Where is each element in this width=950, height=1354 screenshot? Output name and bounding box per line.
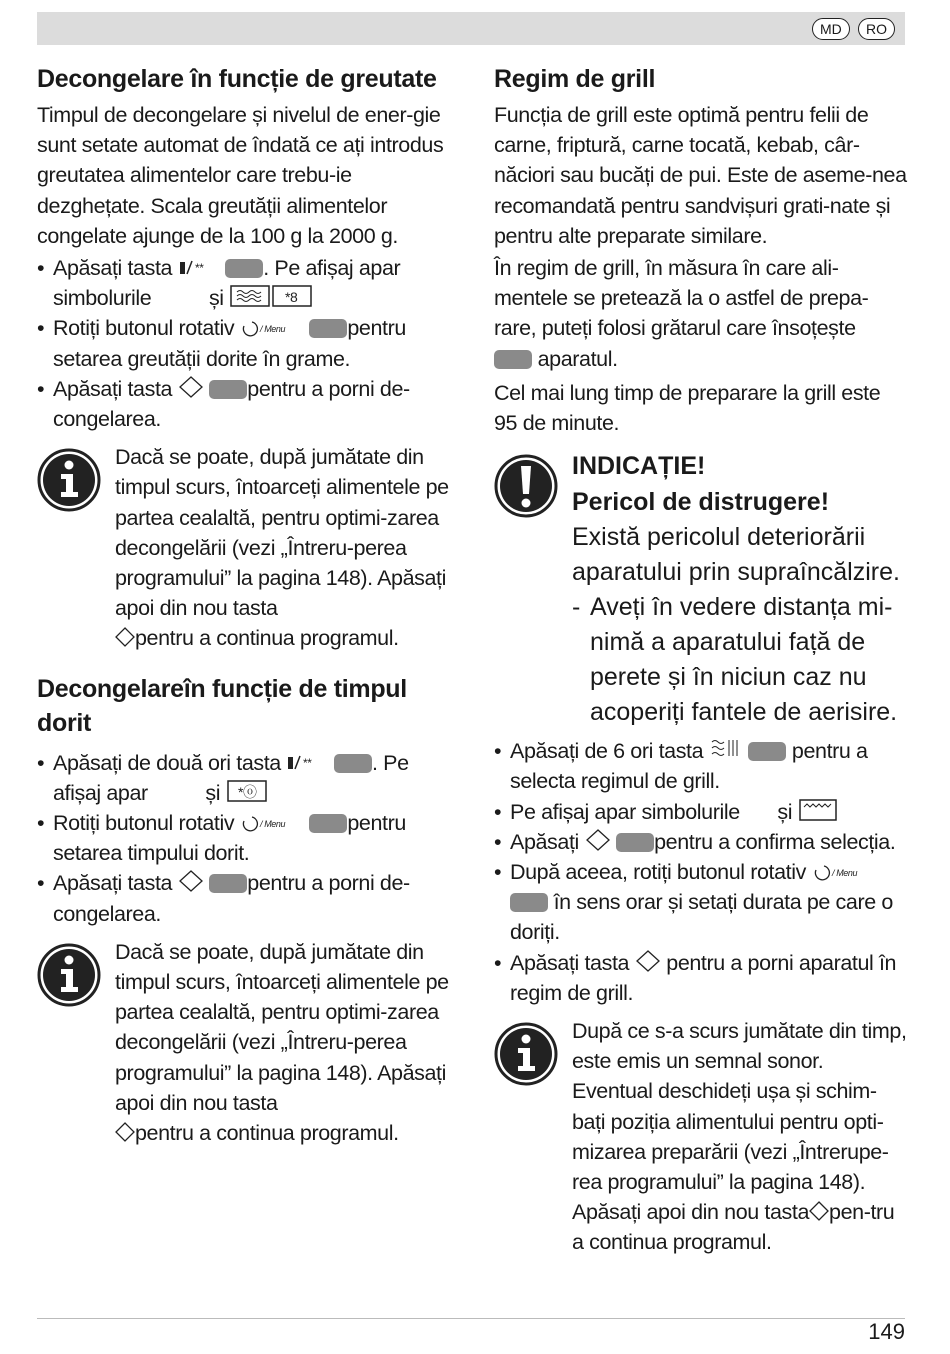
defrost-key-icon <box>286 753 328 773</box>
start-diamond-icon <box>115 1121 135 1143</box>
warning-note <box>494 448 908 730</box>
lang-badge-ro: RO <box>858 18 895 40</box>
svg-text:*8: *8 <box>285 289 298 306</box>
grill-symbol-icon <box>798 798 840 822</box>
start-button[interactable] <box>209 874 247 893</box>
info-icon <box>37 943 101 1007</box>
grill-max-time: Cel mai lung timp de preparare la grill este 95 de minute. <box>494 380 881 436</box>
section-title-grill: Regim de grill <box>494 65 656 93</box>
grill-intro: Funcția de grill este optimă pentru felii de carne, friptură, carne tocată, kebab, câr-năciori sau bucăți de pui. Este de aseme-nea recomandată pentru sandvișuri grati-nate și pentru alte preparate similare. <box>494 103 907 248</box>
info-icon <box>494 1022 558 1086</box>
rotary-knob-icon <box>240 813 304 833</box>
start-button[interactable] <box>616 833 654 852</box>
svg-text:/ Menu: / Menu <box>259 819 285 830</box>
grill-button[interactable] <box>748 742 786 761</box>
list-item: • Rotiți butonul rotativ / Menu pentru setarea timpului dorit. <box>37 808 451 868</box>
rotary-knob-button[interactable] <box>309 814 347 833</box>
start-button[interactable] <box>209 380 247 399</box>
warning-subtitle: Pericol de distrugere! <box>572 488 830 517</box>
info-note: Dacă se poate, după jumătate din timpul scurs, întoarceți alimentele pe partea cealaltă, pentru optimi-zarea decongelării (vezi „Întreru-perea programului” la pagina 148). Apăsați apoi din nou tasta pentru a continua programul. <box>37 937 451 1148</box>
weight-defrost-intro: Timpul de decongelare și nivelul de ener-gie sunt setate automat de îndată ce ați introdus greutatea alimentelor care trebu-ie dezghețate. Scala greutății alimentelor congelate ajunge de la 100 g la 2000 g. <box>37 103 444 248</box>
svg-text:**: ** <box>194 261 204 276</box>
left-column <box>37 62 451 1148</box>
weight-defrost-steps <box>37 253 451 434</box>
start-diamond-icon <box>178 375 204 399</box>
info-icon <box>37 448 101 512</box>
list-item: • Pe afișaj apar simbolurile și <box>494 797 908 827</box>
rotary-knob-icon <box>240 318 304 338</box>
grill-rack-marker <box>494 350 532 369</box>
info-note: După ce s-a scurs jumătate din timp, este emis un semnal sonor. Eventual deschideți ușa și schim-bați poziția alimentului pentru opti-mizarea preparării (vezi „Întrerupe-rea programului” la pagina 148). Apăsați apoi din nou tasta pen-tru a continua programul. <box>494 1016 908 1258</box>
start-diamond-icon <box>809 1200 829 1222</box>
list-item: • Apăsați tasta ** . Pe afișaj apar simbolurile și *8 <box>37 253 451 313</box>
svg-text:/ Menu: / Menu <box>259 324 285 335</box>
warning-title: INDICAȚIE! <box>572 452 706 481</box>
right-column <box>494 62 908 1258</box>
svg-text:*ⓞ: *ⓞ <box>237 783 257 800</box>
grill-rack-text: În regim de grill, în măsura în care ali-mentele se pretează la o astfel de prepa-rare, puteți folosi grătarul care însoțește aparatul. <box>494 256 869 371</box>
warning-text: Există pericolul deteriorării aparatului prin supraîncălzire. <box>572 523 900 587</box>
page-number: 149 <box>868 1319 905 1344</box>
timer-defrost-symbol-icon <box>226 779 270 803</box>
defrost-button[interactable] <box>334 754 372 773</box>
rotary-knob-button[interactable] <box>510 893 548 912</box>
header-bar <box>37 12 905 45</box>
footer-rule <box>37 1318 905 1319</box>
exclamation-icon <box>494 454 558 518</box>
list-item: • Apăsați de 6 ori tasta pentru a selecta regimul de grill. <box>494 736 908 796</box>
list-item: • Apăsați de două ori tasta ** . Pe afișaj apar și *ⓞ <box>37 748 451 808</box>
start-diamond-icon <box>635 949 661 973</box>
info-note: Dacă se poate, după jumătate din timpul scurs, întoarceți alimentele pe partea cealaltă, pentru optimi-zarea decongelării (vezi „Întreru-perea programului” la pagina 148). Apăsați apoi din nou tasta pentru a continua programul. <box>37 442 451 653</box>
section-title-time-defrost: Decongelareîn funcție de timpul dorit <box>37 674 407 737</box>
list-item: • Rotiți butonul rotativ / Menu pentru setarea greutății dorite în grame. <box>37 313 451 373</box>
defrost-key-icon <box>178 258 220 278</box>
warning-instruction: - Aveți în vedere distanța mi-nimă a aparatului față de perete și în niciun caz nu acoperiți fantele de aerisire. <box>572 590 908 730</box>
start-diamond-icon <box>178 869 204 893</box>
section-title-weight-defrost: Decongelare în funcție de greutate <box>37 65 437 93</box>
list-item: • Apăsați pentru a confirma selecția. <box>494 827 908 857</box>
rotary-knob-button[interactable] <box>309 319 347 338</box>
list-item: • După aceea, rotiți butonul rotativ / Menu în sens orar și setați durata pe care o doriți. <box>494 857 908 948</box>
start-diamond-icon <box>585 828 611 852</box>
list-item: • Apăsați tasta pentru a porni de-congelarea. <box>37 868 451 928</box>
list-item: • Apăsați tasta pentru a porni aparatul în regim de grill. <box>494 948 908 1008</box>
rotary-knob-icon <box>812 862 876 882</box>
svg-text:/ Menu: / Menu <box>831 868 857 879</box>
defrost-button[interactable] <box>225 259 263 278</box>
display-symbols-icon <box>229 284 317 308</box>
svg-text:**: ** <box>303 755 312 770</box>
lang-badge-md: MD <box>812 18 850 40</box>
grill-key-icon <box>709 737 743 761</box>
start-diamond-icon <box>115 626 135 648</box>
grill-steps <box>494 736 908 1008</box>
time-defrost-steps <box>37 748 451 929</box>
list-item: • Apăsați tasta pentru a porni de-congelarea. <box>37 374 451 434</box>
